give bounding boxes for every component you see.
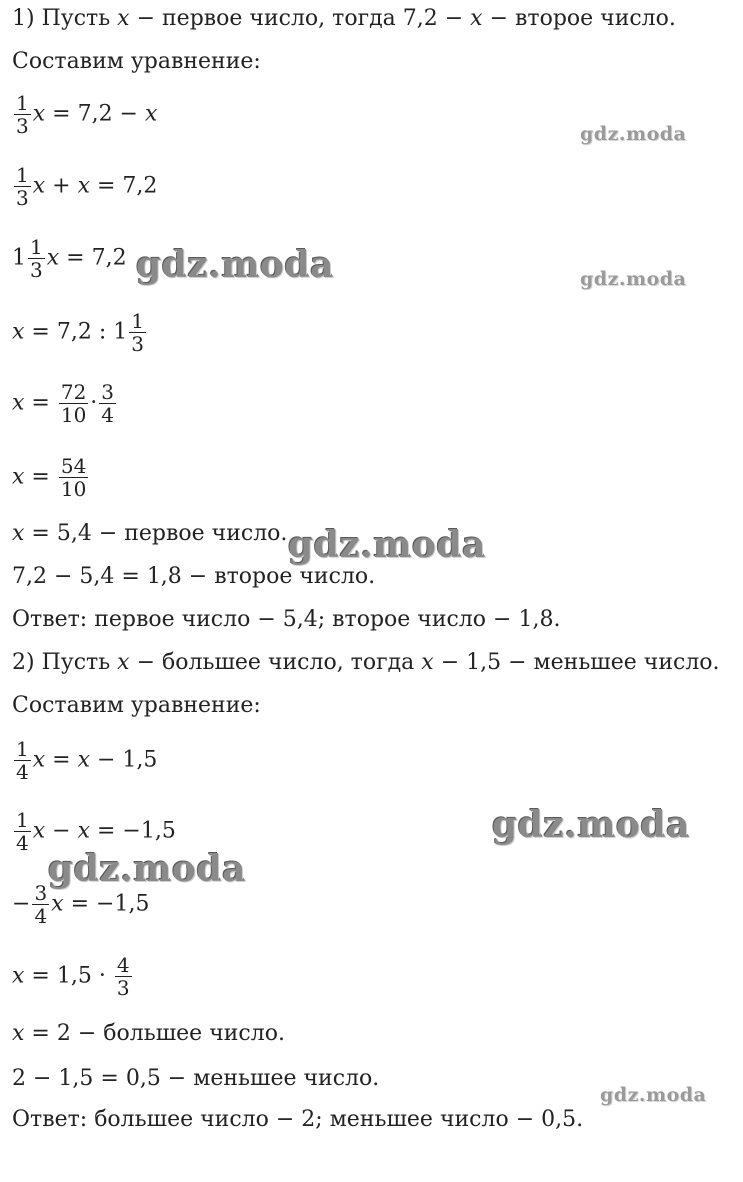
- var-x: x: [77, 818, 90, 844]
- fraction: [99, 381, 116, 426]
- answer-1: Ответ: первое число − 5,4; второе число − 1,8.: [12, 607, 561, 632]
- minus-sign: −: [12, 891, 31, 917]
- fraction: [28, 236, 45, 281]
- text: =: [24, 390, 57, 416]
- equation-14: 2 − 1,5 = 0,5 − меньшее число.: [12, 1066, 380, 1091]
- text: = 7,2: [90, 173, 158, 199]
- text: = 7,2: [59, 245, 127, 271]
- var-x: x: [470, 6, 483, 31]
- text: − 1,5 − меньшее число.: [433, 650, 720, 675]
- text: = 5,4 − первое число.: [24, 521, 288, 546]
- equation-1: [12, 92, 157, 137]
- watermark: gdz.moda: [580, 268, 687, 290]
- numerator: 4: [116, 953, 130, 977]
- equation-5: [12, 381, 118, 426]
- text: − второе число.: [482, 6, 676, 31]
- fraction: [14, 738, 31, 783]
- fraction: [14, 809, 31, 854]
- text: − 1,5: [90, 747, 158, 773]
- fraction: [129, 310, 146, 355]
- watermark: gdz.moda: [492, 804, 690, 846]
- equation-2: [12, 164, 157, 209]
- var-x: x: [117, 6, 130, 31]
- numerator: 1: [30, 235, 43, 259]
- watermark: gdz.moda: [600, 1084, 707, 1106]
- var-x: x: [12, 1021, 25, 1046]
- var-x: x: [421, 650, 434, 675]
- var-x: x: [144, 101, 158, 127]
- whole-part: 1: [12, 245, 26, 271]
- var-x: x: [12, 963, 25, 989]
- watermark: gdz.moda: [580, 123, 687, 145]
- equation-4: [12, 310, 148, 355]
- denominator: 4: [34, 904, 48, 928]
- var-x: x: [32, 818, 46, 844]
- text: = −1,5: [63, 891, 150, 917]
- var-x: x: [32, 173, 46, 199]
- equation-12: [12, 954, 134, 999]
- denominator: 3: [116, 976, 130, 1000]
- fraction: [32, 882, 49, 927]
- fraction: [59, 455, 88, 500]
- text: = 1,5 ·: [24, 963, 113, 989]
- problem-2-statement: [12, 650, 720, 676]
- var-x: x: [12, 464, 25, 490]
- multiply-dot: ·: [90, 390, 98, 416]
- denominator: 10: [60, 477, 87, 501]
- numerator: 1: [16, 91, 29, 115]
- text: − большее число, тогда: [129, 650, 422, 675]
- equation-6: [12, 455, 90, 500]
- denominator: 10: [60, 403, 87, 427]
- watermark: gdz.moda: [136, 244, 334, 286]
- numerator: 1: [16, 808, 29, 832]
- numerator: 1: [131, 309, 144, 333]
- denominator: 3: [30, 258, 43, 282]
- var-x: x: [12, 319, 25, 345]
- denominator: 4: [101, 403, 115, 427]
- text: =: [45, 747, 78, 773]
- var-x: x: [46, 245, 60, 271]
- equation-9: [12, 738, 157, 783]
- text: − первое число, тогда 7,2 −: [129, 6, 471, 31]
- watermark: gdz.moda: [288, 524, 486, 566]
- numerator: 3: [101, 380, 115, 404]
- numerator: 1: [16, 737, 29, 761]
- denominator: 3: [16, 186, 29, 210]
- var-x: x: [51, 891, 64, 917]
- denominator: 3: [16, 114, 29, 138]
- var-x: x: [32, 747, 46, 773]
- var-x: x: [12, 390, 25, 416]
- watermark: gdz.moda: [48, 848, 246, 890]
- fraction: [14, 164, 31, 209]
- var-x: x: [77, 747, 90, 773]
- compose-equation-2: Составим уравнение:: [12, 693, 261, 718]
- var-x: x: [77, 173, 90, 199]
- text: = 7,2 −: [45, 101, 145, 127]
- text: = −1,5: [90, 818, 176, 844]
- problem-1-statement: [12, 6, 676, 32]
- text: = 7,2 : 1: [24, 319, 128, 345]
- numerator: 1: [16, 163, 29, 187]
- equation-7: [12, 521, 287, 547]
- var-x: x: [117, 650, 130, 675]
- numerator: 54: [60, 454, 87, 478]
- equation-8: 7,2 − 5,4 = 1,8 − второе число.: [12, 564, 376, 589]
- numerator: 3: [34, 881, 48, 905]
- denominator: 4: [16, 831, 29, 855]
- var-x: x: [32, 101, 46, 127]
- text: 1) Пусть: [12, 6, 118, 31]
- equation-3: [12, 236, 127, 281]
- fraction: [14, 92, 31, 137]
- compose-equation-1: Составим уравнение:: [12, 49, 261, 74]
- text: −: [45, 818, 78, 844]
- text: +: [45, 173, 78, 199]
- equation-13: [12, 1021, 285, 1047]
- var-x: x: [12, 521, 25, 546]
- denominator: 3: [131, 332, 144, 356]
- numerator: 72: [60, 380, 87, 404]
- text: =: [24, 464, 57, 490]
- denominator: 4: [16, 760, 29, 784]
- fraction: [115, 954, 132, 999]
- answer-2: Ответ: большее число − 2; меньшее число − 0,5.: [12, 1107, 584, 1132]
- text: = 2 − большее число.: [24, 1021, 285, 1046]
- text: 2) Пусть: [12, 650, 118, 675]
- fraction: [59, 381, 88, 426]
